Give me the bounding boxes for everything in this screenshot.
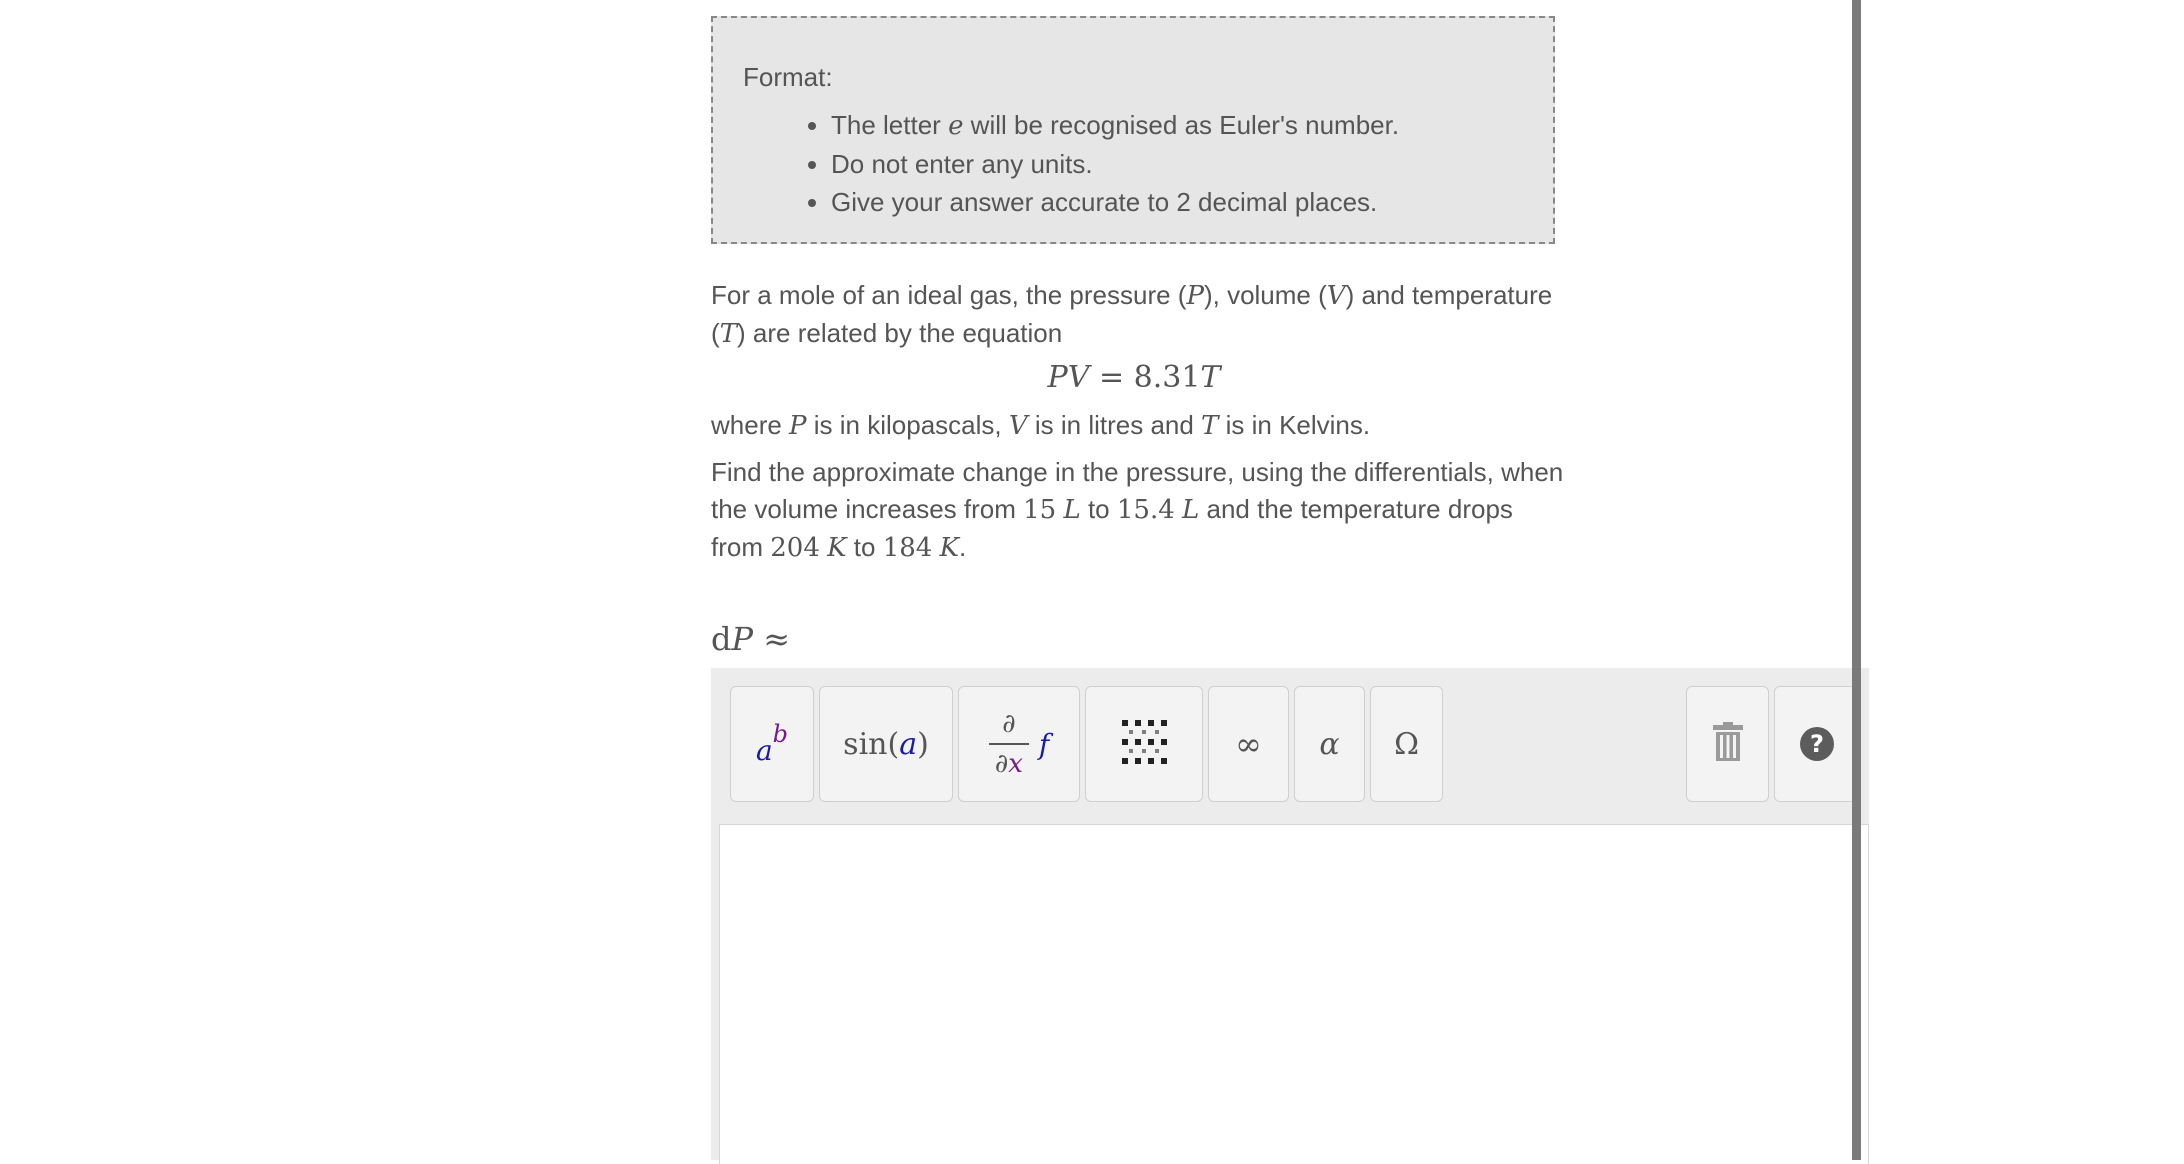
derivative-button[interactable]: ∂ ∂x f bbox=[958, 686, 1080, 802]
trash-icon bbox=[1712, 722, 1744, 766]
format-title: Format: bbox=[743, 62, 833, 92]
question-units: where P is in kilopascals, V is in litres and T is in Kelvins. bbox=[711, 410, 1371, 441]
greek-letters-button[interactable]: α bbox=[1294, 686, 1365, 802]
clear-button[interactable] bbox=[1686, 686, 1769, 802]
format-instructions-box bbox=[711, 16, 1555, 244]
scrollbar[interactable] bbox=[1852, 0, 1861, 1160]
infinity-button[interactable]: ∞ bbox=[1208, 686, 1289, 802]
symbols-button[interactable]: Ω bbox=[1370, 686, 1443, 802]
format-item-units: • Do not enter any units. bbox=[831, 145, 1399, 183]
help-icon: ? bbox=[1800, 727, 1834, 761]
matrix-button[interactable] bbox=[1085, 686, 1203, 802]
answer-input[interactable] bbox=[719, 824, 1869, 1164]
math-editor bbox=[711, 668, 1869, 1160]
function-button[interactable]: sin ( a ) bbox=[819, 686, 953, 802]
format-item-decimals: • Give your answer accurate to 2 decimal places. bbox=[831, 183, 1399, 221]
fraction-bar bbox=[989, 743, 1029, 745]
format-list bbox=[713, 106, 1399, 221]
answer-label: dP ≈ bbox=[711, 620, 790, 658]
question-intro: For a mole of an ideal gas, the pressure (P), volume (V) and temperature (T) are related by the equation bbox=[711, 280, 1553, 349]
help-button[interactable] bbox=[1774, 686, 1860, 802]
matrix-grid-icon bbox=[1120, 718, 1168, 770]
format-item-euler: • The letter e will be recognised as Euler's number. bbox=[831, 106, 1399, 145]
ideal-gas-equation: PV = 8.31T bbox=[1047, 360, 1221, 395]
power-button[interactable]: a b bbox=[730, 686, 814, 802]
question-task: Find the approximate change in the pressure, using the differentials, when the volume increases from 15 L to 15.4 L and the temperature drops from 204 K to 184 K. bbox=[711, 457, 1564, 563]
derivative-fraction: ∂ ∂x bbox=[989, 709, 1029, 779]
